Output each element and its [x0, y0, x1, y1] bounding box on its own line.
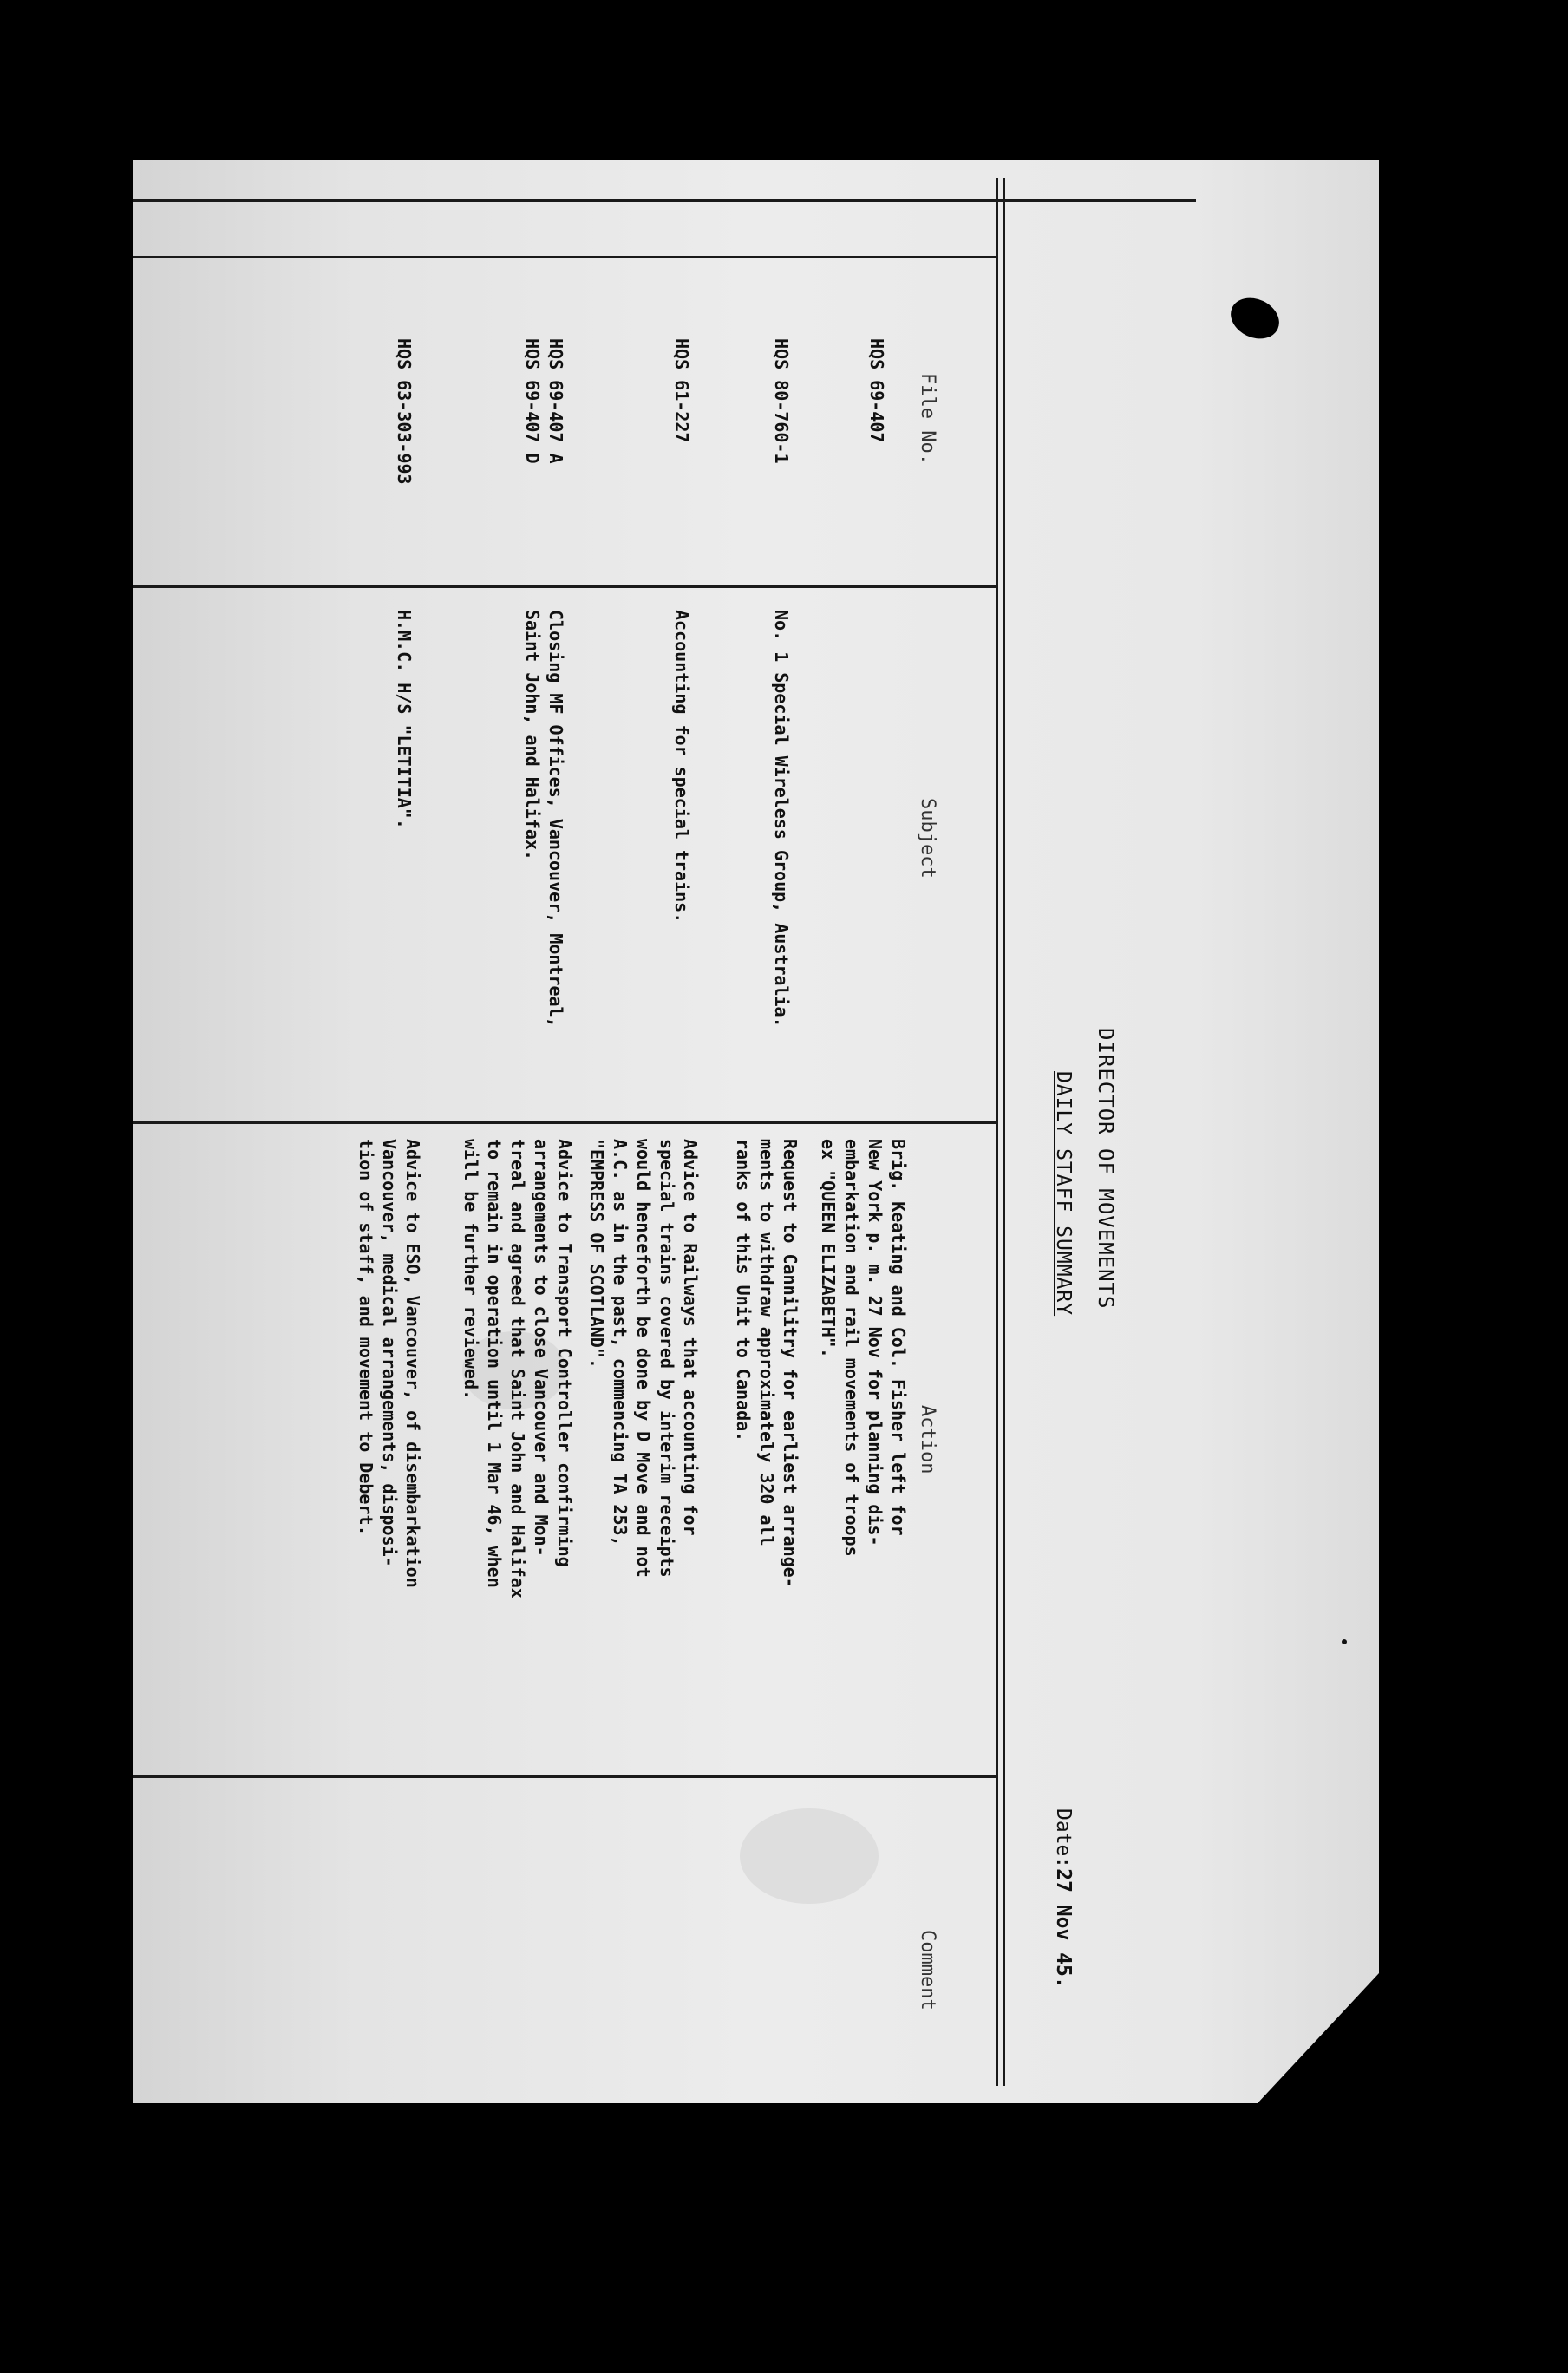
document-page: [133, 160, 1379, 2103]
column-divider-file-subject: [133, 585, 998, 588]
document-subtitle: DAILY STAFF SUMMARY: [1052, 1071, 1075, 1317]
ink-speck: [1342, 1639, 1347, 1644]
header-divider: [133, 256, 998, 258]
header-file-no: File No.: [917, 373, 938, 465]
punch-hole: [1224, 291, 1285, 346]
table-row-5-subject: H.M.C. H/S "LETITIA".: [394, 610, 415, 829]
header-subject: Subject: [917, 798, 938, 879]
document-title: DIRECTOR OF MOVEMENTS: [1094, 1028, 1118, 1310]
table-row-4-subject: Closing MF Offices, Vancouver, Montreal, Saint John, and Halifax.: [522, 610, 566, 1028]
column-divider-subject-action: [133, 1121, 998, 1124]
header-action: Action: [917, 1405, 938, 1474]
table-left-rule: [133, 199, 1196, 202]
torn-corner: [1258, 1973, 1379, 2103]
date-value: 27 Nov 45.: [1052, 1868, 1075, 1989]
table-row-5-action: Advice to ESO, Vancouver, of disembarkation Vancouver, medical arrangements, disposi- tion of staff, and movement to Debert.: [356, 1139, 423, 1588]
table-row-2-file: HQS 80-760-1: [771, 338, 792, 464]
table-row-4-file: HQS 69-407 A HQS 69-407 D: [522, 338, 566, 464]
table-row-5-file: HQS 63-303-993: [394, 338, 415, 485]
table-top-rule-double: [996, 178, 998, 2086]
table-row-1-file: HQS 69-407: [866, 338, 887, 443]
header-comment: Comment: [917, 1930, 938, 2010]
column-divider-action-comment: [133, 1775, 998, 1778]
table-row-4-action: Advice to Transport Controller confirming arrangements to close Vancouver and Mon- treal and agreed that Saint John and Halifax to remain in operation until 1 Mar 46, when will be further reviewed.: [461, 1139, 575, 1598]
rotated-sheet: [133, 160, 1196, 2103]
table-row-3-file: HQS 61-227: [671, 338, 692, 443]
table-row-1-action: Brig. Keating and Col. Fisher left for New York p. m. 27 Nov for planning dis- embarkation and rail movements of troops ex "QUEEN ELIZABETH".: [818, 1139, 909, 1557]
table-row-2-action: Request to Cannilitry for earliest arrange- ments to withdraw approximately 320 all ranks of this Unit to Canada.: [733, 1139, 800, 1588]
table-top-rule: [1003, 178, 1005, 2086]
table-row-2-subject: No. 1 Special Wireless Group, Australia.: [771, 610, 792, 1028]
table-row-3-subject: Accounting for special trains.: [671, 610, 692, 924]
document-date: [1052, 1808, 1075, 1989]
date-label: Date:: [1052, 1808, 1075, 1869]
table-row-3-action: Advice to Railways that accounting for special trains covered by interim receipts would henceforth be done by D Move and not A.C. as in the past, commencing TA 253, "EMPRESS OF SCOTLAND".: [586, 1139, 701, 1578]
